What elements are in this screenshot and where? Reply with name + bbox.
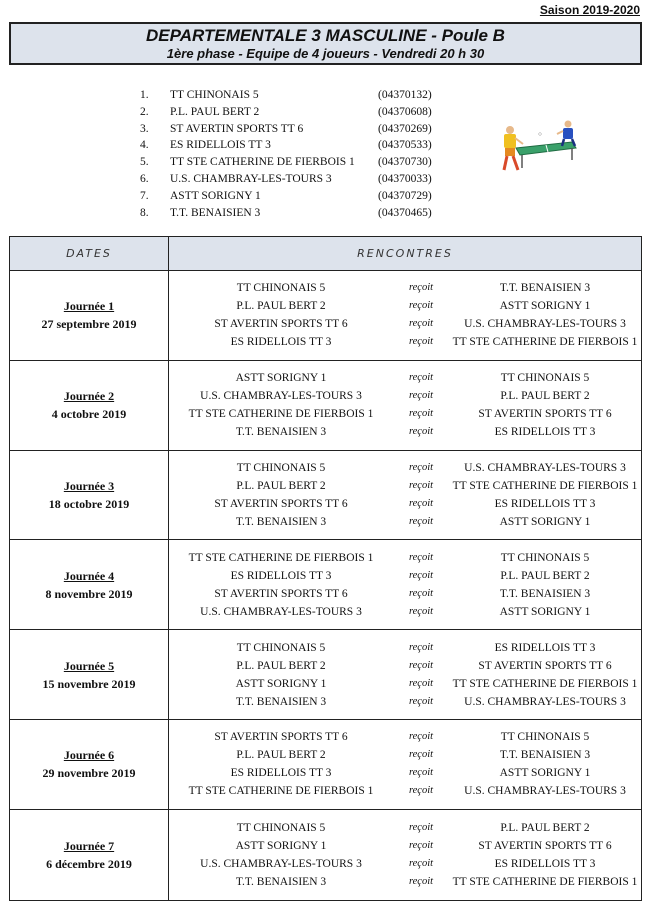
matchday-date-cell	[10, 720, 169, 809]
dates-column-header: DATES	[10, 237, 169, 270]
team-row	[140, 104, 458, 121]
home-team: P.L. PAUL BERT 2	[236, 659, 326, 672]
team-list	[140, 87, 458, 221]
team-row	[140, 188, 458, 205]
match-verb: reçoit	[408, 641, 434, 653]
match-row	[169, 405, 641, 423]
match-verb: reçoit	[408, 515, 434, 527]
matchday-row	[10, 271, 641, 361]
matchday-matches-cell	[169, 540, 641, 629]
away-team: ASTT SORIGNY 1	[499, 515, 591, 528]
matchday-date: 4 octobre 2019	[51, 407, 127, 422]
match-row	[169, 746, 641, 764]
team-name: P.L. PAUL BERT 2	[170, 105, 260, 118]
match-row	[169, 819, 641, 837]
team-code: (04370533)	[378, 139, 432, 152]
match-row	[169, 603, 641, 621]
matchday-row	[10, 361, 641, 451]
matchday-row	[10, 451, 641, 541]
team-number: 2.	[140, 105, 149, 118]
schedule-table	[9, 236, 642, 901]
matchday-row	[10, 630, 641, 720]
home-team: ST AVERTIN SPORTS TT 6	[214, 587, 348, 600]
team-row	[140, 87, 458, 104]
away-team: P.L. PAUL BERT 2	[500, 390, 590, 403]
team-code: (04370033)	[378, 172, 432, 185]
match-row	[169, 369, 641, 387]
matchday-matches-cell	[169, 271, 641, 360]
match-row	[169, 567, 641, 585]
matchday-date: 15 novembre 2019	[42, 676, 136, 691]
match-row	[169, 495, 641, 513]
match-verb: reçoit	[408, 785, 434, 797]
season-label: Saison 2019-2020	[539, 3, 640, 17]
match-verb: reçoit	[408, 695, 434, 707]
match-verb: reçoit	[408, 857, 434, 869]
away-team: T.T. BENAISIEN 3	[499, 282, 591, 295]
team-name: ES RIDELLOIS TT 3	[170, 139, 271, 152]
match-row	[169, 513, 641, 531]
home-team: T.T. BENAISIEN 3	[235, 695, 327, 708]
match-verb: reçoit	[408, 551, 434, 563]
home-team: ES RIDELLOIS TT 3	[230, 767, 332, 780]
match-verb: reçoit	[408, 731, 434, 743]
matchday-row	[10, 810, 641, 900]
team-name: ASTT SORIGNY 1	[170, 189, 261, 202]
match-verb: reçoit	[408, 479, 434, 491]
home-team: ST AVERTIN SPORTS TT 6	[214, 731, 348, 744]
team-number: 1.	[140, 89, 149, 101]
team-name: U.S. CHAMBRAY-LES-TOURS 3	[170, 172, 332, 185]
away-team: TT STE CATHERINE DE FIERBOIS 1	[452, 677, 638, 690]
match-verb: reçoit	[408, 659, 434, 671]
away-team: TT CHINONAIS 5	[500, 372, 590, 385]
home-team: ES RIDELLOIS TT 3	[230, 569, 332, 582]
home-team: ST AVERTIN SPORTS TT 6	[214, 497, 348, 510]
matchday-matches-cell	[169, 720, 641, 809]
match-verb: reçoit	[408, 749, 434, 761]
team-code: (04370729)	[378, 189, 432, 202]
home-team: ASTT SORIGNY 1	[235, 372, 327, 385]
match-verb: reçoit	[408, 605, 434, 617]
match-verb: reçoit	[408, 408, 434, 420]
team-row	[140, 154, 458, 171]
match-row	[169, 764, 641, 782]
matchday-label: Journée 3	[63, 478, 115, 493]
team-number: 5.	[140, 156, 149, 169]
home-team: TT STE CATHERINE DE FIERBOIS 1	[188, 408, 374, 421]
match-verb: reçoit	[408, 461, 434, 473]
match-row	[169, 873, 641, 891]
match-row	[169, 333, 641, 351]
team-code: (04370465)	[378, 206, 432, 219]
away-team: TT STE CATHERINE DE FIERBOIS 1	[452, 479, 638, 492]
match-verb: reçoit	[408, 875, 434, 887]
away-team: ES RIDELLOIS TT 3	[494, 426, 596, 439]
matchday-date-cell	[10, 540, 169, 629]
home-team: P.L. PAUL BERT 2	[236, 749, 326, 762]
match-row	[169, 423, 641, 441]
team-code: (04370132)	[378, 89, 432, 101]
team-number: 6.	[140, 172, 149, 185]
match-row	[169, 728, 641, 746]
match-verb: reçoit	[408, 767, 434, 779]
home-team: U.S. CHAMBRAY-LES-TOURS 3	[200, 857, 362, 870]
team-number: 3.	[140, 122, 149, 135]
matchday-label: Journée 7	[63, 838, 115, 853]
matchday-date: 6 décembre 2019	[46, 856, 132, 871]
team-name: TT CHINONAIS 5	[170, 89, 259, 101]
home-team: T.T. BENAISIEN 3	[235, 515, 327, 528]
home-team: T.T. BENAISIEN 3	[235, 875, 327, 888]
away-team: U.S. CHAMBRAY-LES-TOURS 3	[464, 785, 626, 798]
matches-column-header: RENCONTRES	[357, 247, 453, 260]
home-team: P.L. PAUL BERT 2	[236, 479, 326, 492]
matchday-date-cell	[10, 630, 169, 719]
away-team: ES RIDELLOIS TT 3	[494, 857, 596, 870]
home-team: TT CHINONAIS 5	[236, 461, 326, 474]
away-team: TT STE CATHERINE DE FIERBOIS 1	[452, 875, 638, 888]
matchday-date: 29 novembre 2019	[42, 766, 136, 781]
match-verb: reçoit	[408, 318, 434, 330]
schedule-body	[10, 271, 641, 900]
page-subtitle: 1ère phase - Equipe de 4 joueurs - Vendredi 20 h 30	[166, 46, 485, 61]
match-row	[169, 549, 641, 567]
matchday-date-cell	[10, 361, 169, 450]
matchday-row	[10, 720, 641, 810]
header-box	[9, 22, 642, 65]
team-number: 4.	[140, 139, 149, 152]
match-verb: reçoit	[408, 282, 434, 294]
away-team: ASTT SORIGNY 1	[499, 767, 591, 780]
match-row	[169, 297, 641, 315]
match-row	[169, 837, 641, 855]
match-row	[169, 657, 641, 675]
away-team: TT CHINONAIS 5	[500, 551, 590, 564]
matchday-label: Journée 5	[63, 658, 115, 673]
home-team: ST AVERTIN SPORTS TT 6	[214, 318, 348, 331]
matchday-date: 18 octobre 2019	[48, 496, 130, 511]
home-team: TT CHINONAIS 5	[236, 282, 326, 295]
away-team: ES RIDELLOIS TT 3	[494, 497, 596, 510]
away-team: U.S. CHAMBRAY-LES-TOURS 3	[464, 695, 626, 708]
matchday-date-cell	[10, 451, 169, 540]
home-team: ES RIDELLOIS TT 3	[230, 336, 332, 349]
match-verb: reçoit	[408, 587, 434, 599]
matchday-date: 27 septembre 2019	[41, 317, 137, 332]
match-row	[169, 279, 641, 297]
match-verb: reçoit	[408, 821, 434, 833]
away-team: ES RIDELLOIS TT 3	[494, 641, 596, 654]
away-team: ASTT SORIGNY 1	[499, 300, 591, 313]
away-team: ST AVERTIN SPORTS TT 6	[478, 408, 612, 421]
match-row	[169, 315, 641, 333]
away-team: U.S. CHAMBRAY-LES-TOURS 3	[464, 461, 626, 474]
team-code: (04370730)	[378, 156, 432, 169]
match-verb: reçoit	[408, 497, 434, 509]
match-row	[169, 782, 641, 800]
team-row	[140, 121, 458, 138]
team-row	[140, 205, 458, 222]
matchday-label: Journée 4	[63, 568, 115, 583]
team-code: (04370608)	[378, 105, 432, 118]
match-row	[169, 855, 641, 873]
matchday-matches-cell	[169, 630, 641, 719]
matchday-matches-cell	[169, 361, 641, 450]
match-verb: reçoit	[408, 677, 434, 689]
away-team: ASTT SORIGNY 1	[499, 605, 591, 618]
team-code: (04370269)	[378, 122, 432, 135]
matchday-date-cell	[10, 810, 169, 900]
home-team: TT CHINONAIS 5	[236, 821, 326, 834]
match-verb: reçoit	[408, 372, 434, 384]
match-verb: reçoit	[408, 390, 434, 402]
match-verb: reçoit	[408, 300, 434, 312]
team-number: 8.	[140, 206, 149, 219]
away-team: P.L. PAUL BERT 2	[500, 821, 590, 834]
away-team: P.L. PAUL BERT 2	[500, 569, 590, 582]
away-team: T.T. BENAISIEN 3	[499, 587, 591, 600]
home-team: TT CHINONAIS 5	[236, 641, 326, 654]
home-team: P.L. PAUL BERT 2	[236, 300, 326, 313]
match-row	[169, 675, 641, 693]
home-team: TT STE CATHERINE DE FIERBOIS 1	[188, 785, 374, 798]
page-title: DEPARTEMENTALE 3 MASCULINE - Poule B	[146, 26, 505, 45]
matchday-label: Journée 2	[63, 389, 115, 404]
home-team: ASTT SORIGNY 1	[235, 839, 327, 852]
team-number: 7.	[140, 189, 149, 202]
matchday-date: 8 novembre 2019	[45, 586, 133, 601]
away-team: U.S. CHAMBRAY-LES-TOURS 3	[464, 318, 626, 331]
team-name: T.T. BENAISIEN 3	[170, 206, 261, 219]
team-row	[140, 171, 458, 188]
match-verb: reçoit	[408, 569, 434, 581]
matchday-label: Journée 6	[63, 748, 115, 763]
away-team: ST AVERTIN SPORTS TT 6	[478, 659, 612, 672]
matchday-matches-cell	[169, 451, 641, 540]
home-team: ASTT SORIGNY 1	[235, 677, 327, 690]
matchday-matches-cell	[169, 810, 641, 900]
home-team: U.S. CHAMBRAY-LES-TOURS 3	[200, 390, 362, 403]
away-team: TT CHINONAIS 5	[500, 731, 590, 744]
match-row	[169, 693, 641, 711]
matchday-date-cell	[10, 271, 169, 360]
team-row	[140, 137, 458, 154]
home-team: TT STE CATHERINE DE FIERBOIS 1	[188, 551, 374, 564]
match-row	[169, 639, 641, 657]
match-row	[169, 387, 641, 405]
away-team: T.T. BENAISIEN 3	[499, 749, 591, 762]
matchday-label: Journée 1	[63, 299, 115, 314]
match-row	[169, 459, 641, 477]
team-name: TT STE CATHERINE DE FIERBOIS 1	[170, 156, 355, 169]
team-name: ST AVERTIN SPORTS TT 6	[170, 122, 304, 135]
match-row	[169, 477, 641, 495]
match-verb: reçoit	[408, 839, 434, 851]
away-team: ST AVERTIN SPORTS TT 6	[478, 839, 612, 852]
schedule-header	[10, 237, 641, 271]
match-row	[169, 585, 641, 603]
table-tennis-players-icon	[496, 118, 580, 178]
match-verb: reçoit	[408, 336, 434, 348]
home-team: T.T. BENAISIEN 3	[235, 426, 327, 439]
away-team: TT STE CATHERINE DE FIERBOIS 1	[452, 336, 638, 349]
home-team: U.S. CHAMBRAY-LES-TOURS 3	[200, 605, 362, 618]
matchday-row	[10, 540, 641, 630]
match-verb: reçoit	[408, 426, 434, 438]
